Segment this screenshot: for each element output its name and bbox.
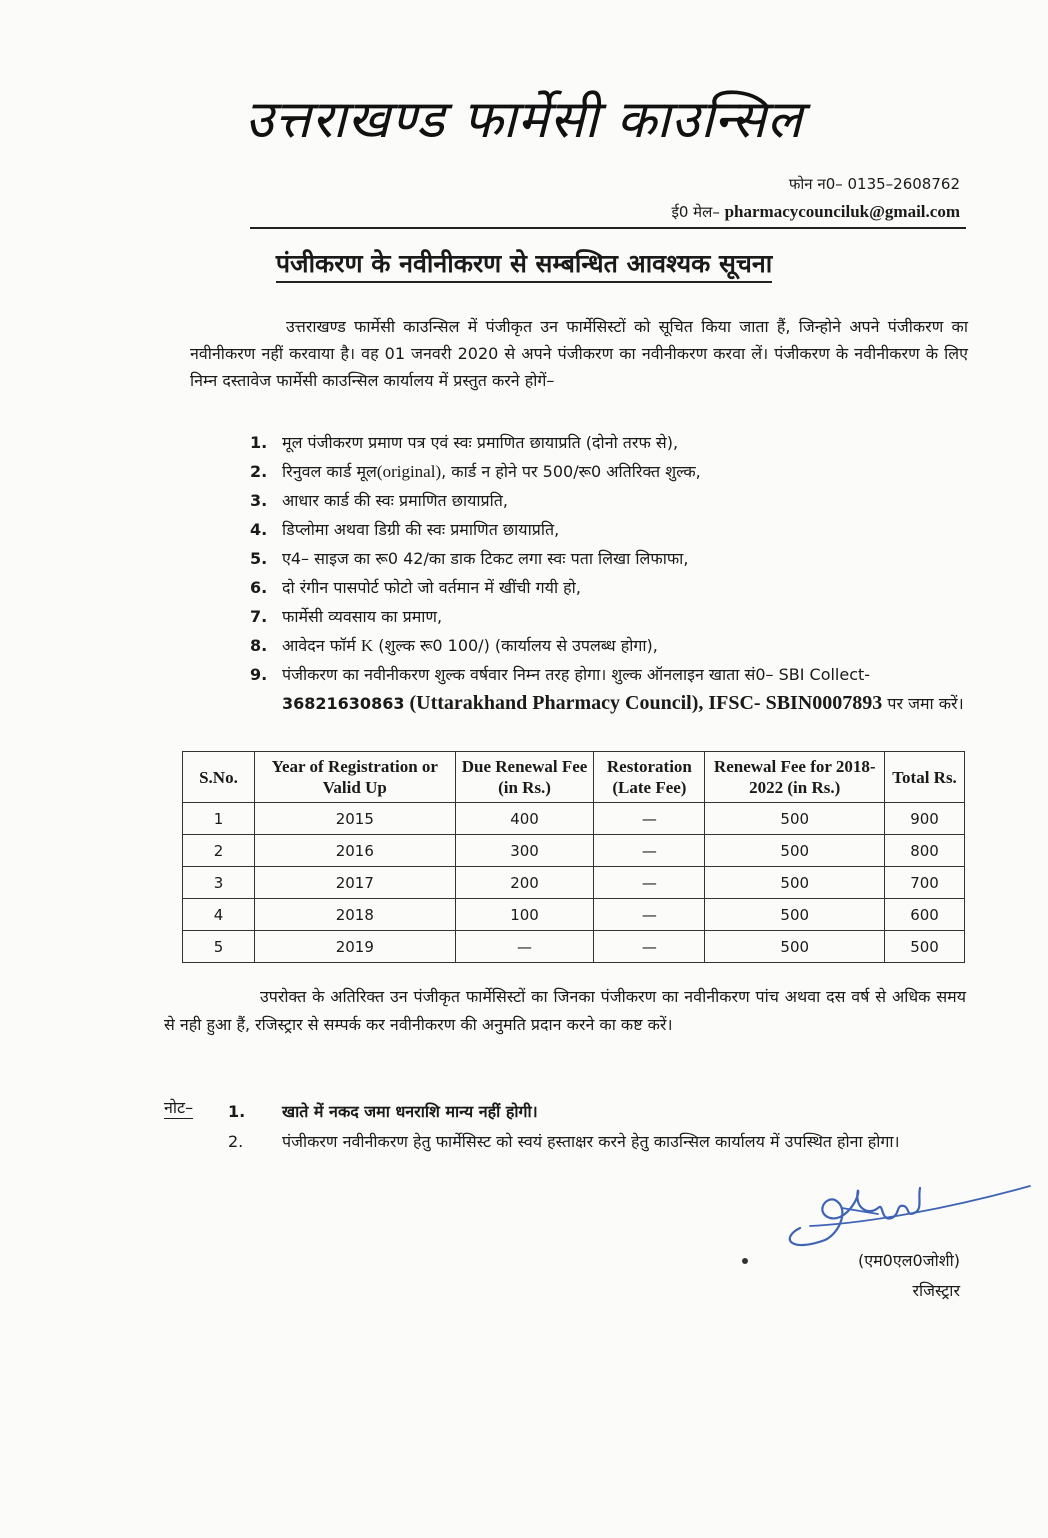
- phone-number: फोन न0– 0135–2608762: [788, 175, 960, 193]
- table-cell: 4: [183, 899, 255, 931]
- list-item: [250, 631, 970, 660]
- signatory-designation: रजिस्ट्रार: [912, 1281, 960, 1300]
- note-number: 2.: [228, 1132, 244, 1151]
- item-number: 9.: [250, 665, 268, 684]
- list-item: [250, 602, 970, 631]
- table-cell: 1: [183, 803, 255, 835]
- table-cell: 500: [705, 835, 885, 867]
- item-text: , कार्ड न होने पर 500/रू0 अतिरिक्त शुल्क,: [441, 462, 701, 481]
- list-item: [250, 486, 970, 515]
- table-cell: 3: [183, 867, 255, 899]
- column-header: Year of Registration or Valid Up: [254, 752, 455, 803]
- list-item: [250, 457, 970, 486]
- item-number: 8.: [250, 636, 268, 655]
- account-number: 36821630863: [282, 694, 405, 713]
- table-cell: —: [455, 931, 594, 963]
- table-row: [183, 803, 965, 835]
- notes-list: [228, 1098, 968, 1156]
- list-item: [250, 573, 970, 602]
- table-cell: 200: [455, 867, 594, 899]
- notice-subject: [0, 246, 1048, 280]
- item-number: 7.: [250, 607, 268, 626]
- item-text: रिनुवल कार्ड मूल: [282, 462, 377, 481]
- note-number: 1.: [228, 1102, 246, 1121]
- table-cell: —: [594, 899, 705, 931]
- email-label: ई0 मेल–: [671, 203, 725, 221]
- column-header: Due Renewal Fee (in Rs.): [455, 752, 594, 803]
- list-item: [250, 544, 970, 573]
- table-cell: 400: [455, 803, 594, 835]
- table-cell: 500: [885, 931, 965, 963]
- note-item: [228, 1128, 968, 1156]
- renewal-fee-table: [182, 751, 965, 963]
- table-cell: 2016: [254, 835, 455, 867]
- table-cell: 2019: [254, 931, 455, 963]
- table-cell: 100: [455, 899, 594, 931]
- table-cell: 600: [885, 899, 965, 931]
- council-title: उत्तराखण्ड फार्मेसी काउन्सिल: [244, 90, 804, 150]
- table-cell: 500: [705, 931, 885, 963]
- note-label: नोट–: [164, 1098, 194, 1117]
- intro-paragraph: उत्तराखण्ड फार्मेसी काउन्सिल में पंजीकृत उन फार्मेसिस्टों को सूचित किया जाता हैं, जिन्होने अपने पंजीकरण का नवीनीकरण नहीं करवाया है। वह 01 जनवरी 2020 से अपने पंजीकरण का नवीनीकरण करवा लें। पंजीकरण के नवीनीकरण के लिए निम्न दस्तावेज फार्मेसी काउन्सिल कार्यालय में प्रस्तुत करने होगें–: [190, 317, 968, 390]
- column-header: Renewal Fee for 2018-2022 (in Rs.): [705, 752, 885, 803]
- table-header-row: [183, 752, 965, 803]
- column-header: Restoration (Late Fee): [594, 752, 705, 803]
- table-row: [183, 899, 965, 931]
- signatory-block: [858, 1246, 960, 1306]
- item-number: 1.: [250, 433, 268, 452]
- note-text: पंजीकरण नवीनीकरण हेतु फार्मेसिस्ट को स्वयं हस्ताक्षर करने हेतु काउन्सिल कार्यालय में उपस्थित होना होगा।: [282, 1132, 900, 1151]
- table-cell: 500: [705, 899, 885, 931]
- note-text: खाते में नकद जमा धनराशि मान्य नहीं होगी।: [282, 1102, 538, 1121]
- email-address: pharmacycounciluk@gmail.com: [724, 202, 960, 221]
- additional-paragraph: उपरोक्त के अतिरिक्त उन पंजीकृत फार्मेसिस्टों का जिनका पंजीकरण का नवीनीकरण पांच अथवा दस वर्ष से अधिक समय से नही हुआ हैं, रजिस्ट्रार से सम्पर्क कर नवीनीकरण की अनुमति प्रदान करने का कष्ट करें।: [164, 987, 966, 1034]
- table-cell: 5: [183, 931, 255, 963]
- table-cell: 500: [705, 803, 885, 835]
- documents-list: [250, 428, 970, 718]
- table-cell: 300: [455, 835, 594, 867]
- item-text-english: (original): [376, 462, 442, 481]
- ink-speck: [742, 1258, 748, 1264]
- subject-text: पंजीकरण के नवीनीकरण से सम्बन्धित आवश्यक सूचना: [276, 249, 772, 283]
- item-text: डिप्लोमा अथवा डिग्री की स्वः प्रमाणित छायाप्रति,: [282, 520, 560, 539]
- table-cell: 500: [705, 867, 885, 899]
- email-line: [672, 198, 961, 226]
- table-cell: 900: [885, 803, 965, 835]
- table-row: [183, 867, 965, 899]
- table-cell: —: [594, 931, 705, 963]
- item-number: 5.: [250, 549, 268, 568]
- table-cell: 2018: [254, 899, 455, 931]
- item-text: आवेदन फॉर्म: [282, 636, 361, 655]
- list-item: [250, 660, 970, 718]
- item-number: 6.: [250, 578, 268, 597]
- contact-block: [672, 170, 961, 226]
- table-cell: 2015: [254, 803, 455, 835]
- list-item: [250, 428, 970, 457]
- item-text: पर जमा करें।: [882, 694, 964, 713]
- column-header: S.No.: [183, 752, 255, 803]
- table-cell: —: [594, 867, 705, 899]
- table-cell: 2: [183, 835, 255, 867]
- bank-details: (Uttarakhand Pharmacy Council), IFSC- SBIN0007893: [404, 692, 883, 714]
- table-cell: —: [594, 803, 705, 835]
- item-text-english: K: [360, 636, 374, 655]
- item-text: पंजीकरण का नवीनीकरण शुल्क वर्षवार निम्न तरह होगा। शुल्क ऑनलाइन खाता सं0– SBI Collect-: [282, 665, 871, 684]
- item-text: आधार कार्ड की स्वः प्रमाणित छायाप्रति,: [282, 491, 508, 510]
- column-header: Total Rs.: [885, 752, 965, 803]
- table-row: [183, 835, 965, 867]
- table-cell: 800: [885, 835, 965, 867]
- header-divider: [250, 227, 966, 229]
- item-text: दो रंगीन पासपोर्ट फोटो जो वर्तमान में खींची गयी हो,: [282, 578, 581, 597]
- table-row: [183, 931, 965, 963]
- table-cell: —: [594, 835, 705, 867]
- item-text: (शुल्क रू0 100/) (कार्यालय से उपलब्ध होगा),: [373, 636, 658, 655]
- table-cell: 2017: [254, 867, 455, 899]
- item-number: 4.: [250, 520, 268, 539]
- note-item: [228, 1098, 968, 1126]
- table-cell: 700: [885, 867, 965, 899]
- item-number: 3.: [250, 491, 268, 510]
- item-number: 2.: [250, 462, 268, 481]
- item-text: ए4– साइज का रू0 42/का डाक टिकट लगा स्वः पता लिखा लिफाफा,: [282, 549, 689, 568]
- signatory-name: (एम0एल0जोशी): [858, 1251, 960, 1270]
- item-text: फार्मेसी व्यवसाय का प्रमाण,: [282, 607, 443, 626]
- list-item: [250, 515, 970, 544]
- item-text: मूल पंजीकरण प्रमाण पत्र एवं स्वः प्रमाणित छायाप्रति (दोनो तरफ से),: [282, 433, 679, 452]
